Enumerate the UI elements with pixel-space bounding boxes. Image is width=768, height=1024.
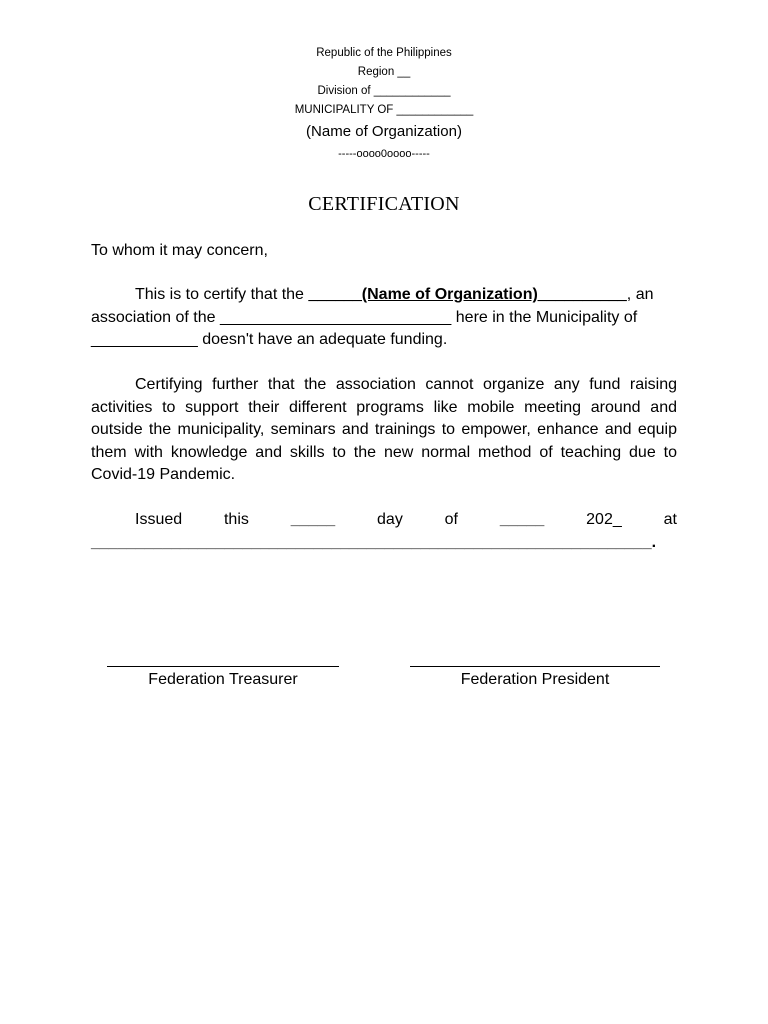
at-word: at [663,511,677,528]
this-word: this [223,511,249,528]
day-blank: _____ [290,511,336,528]
organization-name-blank: ______(Name of Organization)__________ [308,286,627,303]
header-municipality: MUNICIPALITY OF ____________ [294,104,474,116]
issued-word: Issued [135,511,183,528]
header-separator: -----oooo0oooo----- [338,148,430,160]
document-header [0,44,768,164]
paragraph-further: Certifying further that the association cannot organize any fund raising activities to support their different programs like mobile meeting around and outside the municipality, seminars and trainings to empower, enhance and equip them with knowledge and skills to the new normal method of teaching due to Covid-19 Pandemic. [91,376,677,483]
header-division: Division of ____________ [317,85,451,97]
signature-president [410,666,660,690]
place-blank: _______________________________________________________________. [91,534,657,551]
header-organization: (Name of Organization) [306,123,462,140]
of-word: of [444,511,458,528]
signature-line-treasurer [107,666,339,667]
signature-treasurer [107,666,339,690]
signature-line-president [410,666,660,667]
month-blank: _____ [499,511,545,528]
document-title: CERTIFICATION [308,193,460,215]
year-blank: 202_ [586,511,622,528]
header-republic: Republic of the Philippines [316,47,452,59]
issued-line [91,509,677,532]
signature-label-treasurer: Federation Treasurer [148,671,298,688]
paragraph-certify-start: This is to certify that the [135,286,309,303]
salutation: To whom it may concern, [91,242,268,259]
header-region: Region __ [357,66,411,78]
day-word: day [377,511,403,528]
paragraph-certify [91,284,677,352]
paragraph-certify-end: , an association of the __________________________ here in the Municipality of ____________ doesn't have an adequate funding. [91,286,654,348]
signature-label-president: Federation President [460,671,610,688]
